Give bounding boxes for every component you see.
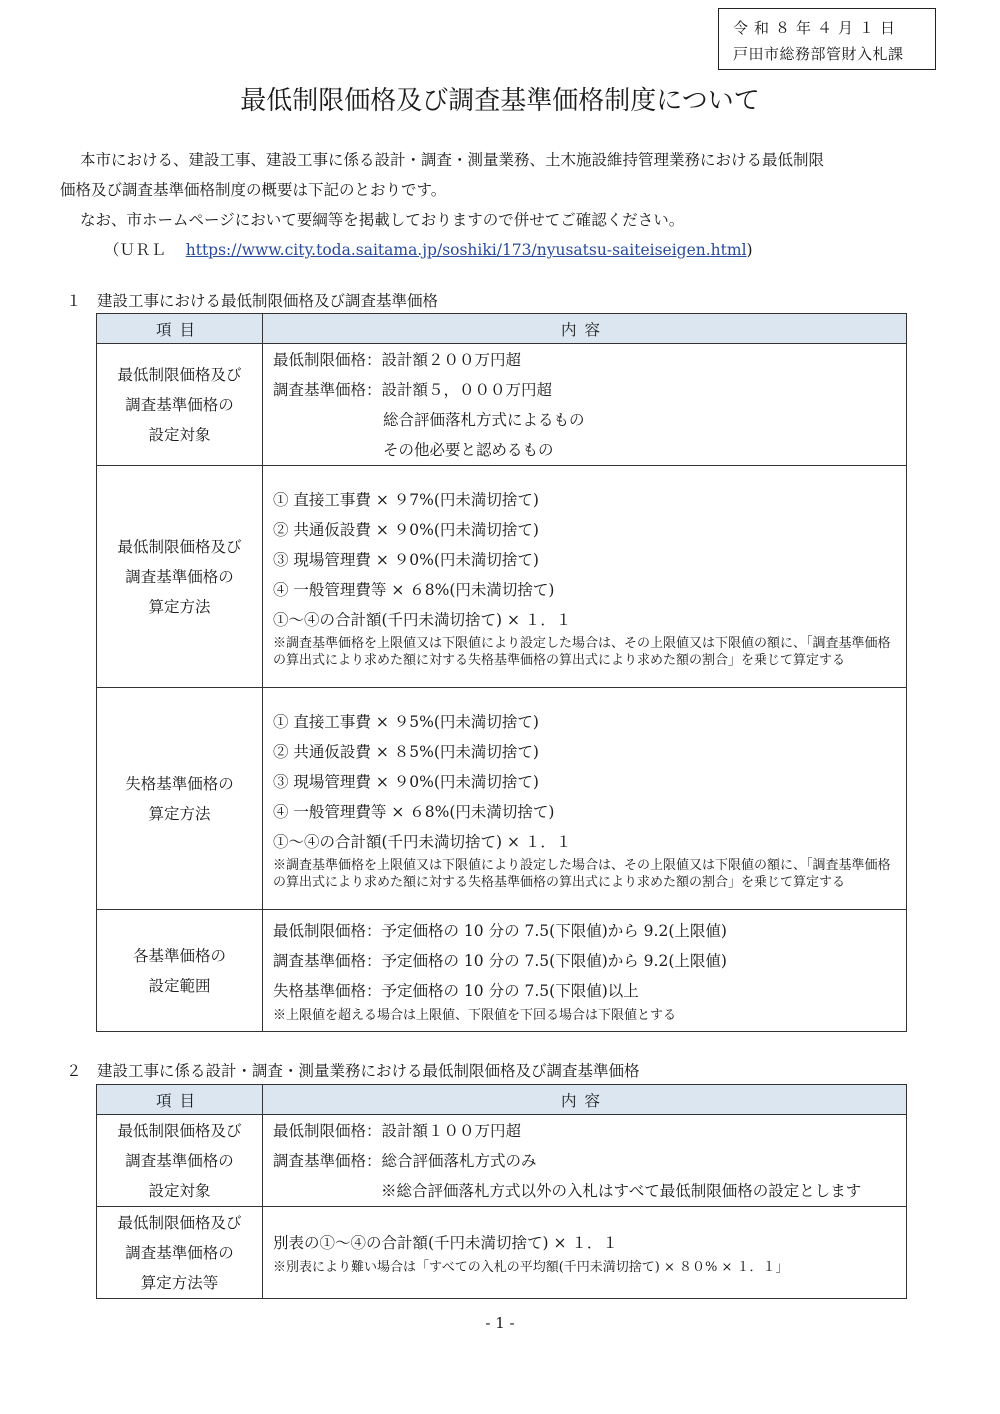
table-row <box>97 1115 907 1207</box>
row-content <box>263 466 907 688</box>
row-label <box>97 688 263 910</box>
page-title: 最低制限価格及び調査基準価格制度について <box>240 86 760 116</box>
row-label <box>97 1207 263 1299</box>
content-line: ② 共通仮設費 × ９0%(円未満切捨て) <box>273 520 539 539</box>
section1-table <box>96 313 907 1032</box>
col-item-header: 項目 <box>97 1085 263 1115</box>
content-line: 調査基準価格：総合評価落札方式のみ <box>273 1151 537 1170</box>
label-line: 調査基準価格の <box>125 395 234 414</box>
content-line: ①～④の合計額(千円未満切捨て) × １．１ <box>273 832 572 851</box>
content-line: 最低制限価格：設計額２００万円超 <box>273 350 522 369</box>
content-line: ② 共通仮設費 × ８5%(円未満切捨て) <box>273 742 539 761</box>
content-line: 最低制限価格：予定価格の 10 分の 7.5(下限値)から 9.2(上限値) <box>273 921 727 940</box>
content-line: ③ 現場管理費 × ９0%(円未満切捨て) <box>273 772 539 791</box>
table-row <box>97 688 907 910</box>
row-label <box>97 344 263 466</box>
content-line: 失格基準価格：予定価格の 10 分の 7.5(下限値)以上 <box>273 981 639 1000</box>
label-line: 設定対象 <box>148 425 211 444</box>
label-line: 設定対象 <box>148 1181 211 1200</box>
intro-line-2: 価格及び調査基準価格制度の概要は下記のとおりです。 <box>60 181 447 199</box>
row-label <box>97 466 263 688</box>
row-content <box>263 910 907 1032</box>
section1-heading: １ 建設工事における最低制限価格及び調査基準価格 <box>66 292 439 310</box>
row-content <box>263 344 907 466</box>
url-suffix: ) <box>746 241 753 259</box>
content-line: 調査基準価格：設計額５，０００万円超 <box>273 380 553 399</box>
row-note: ※調査基準価格を上限値又は下限値により設定した場合は、その上限値又は下限値の額に、「調査基準価格の算出式により求めた額に対する失格基準価格の算出式により求めた額の割合」を乗じて算定する <box>273 857 891 890</box>
issue-date: 令和８年４月１日 <box>733 19 902 37</box>
content-line: 総合評価落札方式によるもの <box>383 410 585 429</box>
table-header-row <box>97 1085 907 1115</box>
url-line <box>104 238 753 260</box>
label-line: 最低制限価格及び <box>117 1213 242 1232</box>
label-line: 各基準価格の <box>132 946 226 965</box>
table-row <box>97 1207 907 1299</box>
content-line: ① 直接工事費 × ９5%(円未満切捨て) <box>273 712 539 731</box>
col-content-header: 内容 <box>263 1085 907 1115</box>
section2-heading: ２ 建設工事に係る設計・調査・測量業務における最低制限価格及び調査基準価格 <box>66 1062 640 1080</box>
row-content <box>263 688 907 910</box>
content-line: その他必要と認めるもの <box>383 440 554 459</box>
content-line: ③ 現場管理費 × ９0%(円未満切捨て) <box>273 550 539 569</box>
content-line: ④ 一般管理費等 × ６8%(円未満切捨て) <box>273 802 555 821</box>
url-prefix: （ＵＲＬ <box>104 241 167 259</box>
table-header-row <box>97 314 907 344</box>
col-item-header: 項目 <box>97 314 263 344</box>
row-label <box>97 1115 263 1207</box>
department-name: 戸田市総務部管財入札課 <box>733 45 904 63</box>
table-row <box>97 910 907 1032</box>
table-row <box>97 466 907 688</box>
row-note: ※調査基準価格を上限値又は下限値により設定した場合は、その上限値又は下限値の額に、「調査基準価格の算出式により求めた額に対する失格基準価格の算出式により求めた額の割合」を乗じて算定する <box>273 635 891 668</box>
label-line: 最低制限価格及び <box>117 537 242 556</box>
content-line: 調査基準価格：予定価格の 10 分の 7.5(下限値)から 9.2(上限値) <box>273 951 727 970</box>
label-line: 設定範囲 <box>148 976 211 995</box>
label-line: 算定方法 <box>148 597 211 616</box>
content-line: 最低制限価格：設計額１００万円超 <box>273 1121 522 1140</box>
table-row <box>97 344 907 466</box>
label-line: 調査基準価格の <box>125 1151 234 1170</box>
row-note: ※別表により難い場合は「すべての入札の平均額(千円未満切捨て) × ８０% × １．１」 <box>273 1259 789 1275</box>
content-line: ※総合評価落札方式以外の入札はすべて最低制限価格の設定とします <box>381 1181 862 1200</box>
label-line: 算定方法等 <box>140 1273 219 1292</box>
content-line: ①～④の合計額(千円未満切捨て) × １．１ <box>273 610 572 629</box>
label-line: 失格基準価格の <box>125 774 234 793</box>
content-line: ④ 一般管理費等 × ６8%(円未満切捨て) <box>273 580 555 599</box>
row-content <box>263 1207 907 1299</box>
label-line: 最低制限価格及び <box>117 365 242 384</box>
intro-line-1: 本市における、建設工事、建設工事に係る設計・調査・測量業務、土木施設維持管理業務における最低制限 <box>80 151 825 169</box>
date-department-box <box>718 8 936 70</box>
row-content <box>263 1115 907 1207</box>
intro-line-3: なお、市ホームページにおいて要綱等を掲載しておりますので併せてご確認ください。 <box>80 211 685 229</box>
label-line: 調査基準価格の <box>125 567 234 586</box>
row-label <box>97 910 263 1032</box>
homepage-link[interactable]: https://www.city.toda.saitama.jp/soshiki/173/nyusatsu-saiteiseigen.html <box>185 241 747 259</box>
content-line: 別表の①～④の合計額(千円未満切捨て) × １．１ <box>273 1233 618 1252</box>
label-line: 調査基準価格の <box>125 1243 234 1262</box>
page-number: - 1 - <box>485 1314 515 1332</box>
content-line: ① 直接工事費 × ９7%(円未満切捨て) <box>273 490 539 509</box>
label-line: 算定方法 <box>148 804 211 823</box>
label-line: 最低制限価格及び <box>117 1121 242 1140</box>
col-content-header: 内容 <box>263 314 907 344</box>
section2-table <box>96 1084 907 1299</box>
row-note: ※上限値を超える場合は上限値、下限値を下回る場合は下限値とする <box>273 1007 677 1023</box>
